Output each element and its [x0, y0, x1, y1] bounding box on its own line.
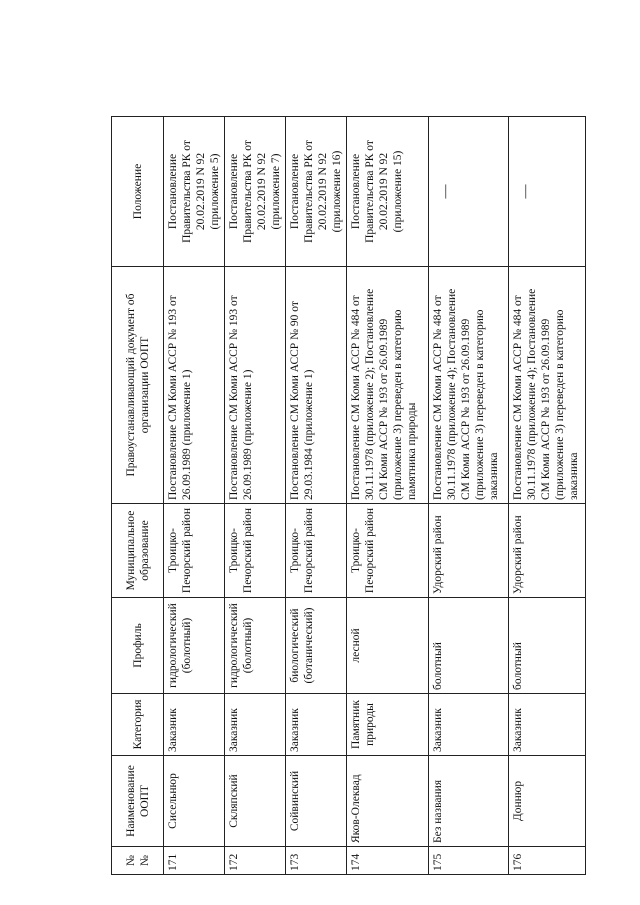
- cell-profile: биологический (ботанический): [286, 598, 347, 694]
- table-row: [225, 117, 286, 875]
- empty-dash: —: [518, 184, 533, 199]
- cell-municipality: Троицко-Печорский район: [225, 504, 286, 598]
- cell-num: 175: [429, 847, 509, 875]
- cell-name: Без названия: [429, 756, 509, 847]
- cell-regulation: Постановление Правительства РК от 20.02.2019 N 92 (приложение 5): [164, 117, 225, 267]
- cell-profile: гидрологический (болотный): [164, 598, 225, 694]
- cell-document: Постановление СМ Коми АССР № 484 от 30.11.1978 (приложение 4); Постановление СМ Коми АССР № 193 от 26.09.1989 (приложение 3) переведен в категорию заказника: [509, 267, 586, 504]
- cell-municipality: Удорский район: [509, 504, 586, 598]
- cell-name: Скляпский: [225, 756, 286, 847]
- cell-name: Доннюр: [509, 756, 586, 847]
- cell-name: Яков-Олеквад: [347, 756, 429, 847]
- table-row: [347, 117, 429, 875]
- table-row: [164, 117, 225, 875]
- empty-dash: —: [438, 184, 453, 199]
- cell-num: 171: [164, 847, 225, 875]
- cell-num: 172: [225, 847, 286, 875]
- cell-num: 173: [286, 847, 347, 875]
- table-row: [286, 117, 347, 875]
- cell-profile: лесной: [347, 598, 429, 694]
- cell-category: Заказник: [225, 694, 286, 756]
- cell-category: Памятник природы: [347, 694, 429, 756]
- cell-municipality: Троицко-Печорский район: [347, 504, 429, 598]
- cell-profile: гидрологический (болотный): [225, 598, 286, 694]
- header-document: Правоустанавливающий документ об организации ООПТ: [112, 267, 164, 504]
- cell-category: Заказник: [286, 694, 347, 756]
- cell-regulation: Постановление Правительства РК от 20.02.2019 N 92 (приложение 7): [225, 117, 286, 267]
- cell-regulation: Постановление Правительства РК от 20.02.2019 N 92 (приложение 15): [347, 117, 429, 267]
- header-municipality: Муниципальное образование: [112, 504, 164, 598]
- header-num: № №: [112, 847, 164, 875]
- cell-regulation: [509, 117, 586, 267]
- cell-regulation: Постановление Правительства РК от 20.02.2019 N 92 (приложение 16): [286, 117, 347, 267]
- cell-document: Постановление СМ Коми АССР № 193 от 26.09.1989 (приложение 1): [225, 267, 286, 504]
- table-row: [429, 117, 509, 875]
- cell-regulation: [429, 117, 509, 267]
- cell-document: Постановление СМ Коми АССР № 90 от 29.03.1984 (приложение 1): [286, 267, 347, 504]
- cell-name: Сойвинский: [286, 756, 347, 847]
- cell-document: Постановление СМ Коми АССР № 484 от 30.11.1978 (приложение 4); Постановление СМ Коми АССР № 193 от 26.09.1989 (приложение 3) переведен в категорию заказника: [429, 267, 509, 504]
- cell-document: Постановление СМ Коми АССР № 193 от 26.09.1989 (приложение 1): [164, 267, 225, 504]
- cell-profile: болотный: [509, 598, 586, 694]
- cell-category: Заказник: [509, 694, 586, 756]
- cell-document: Постановление СМ Коми АССР № 484 от 30.11.1978 (приложение 2); Постановление СМ Коми АССР № 193 от 26.09.1989 (приложение 3) переведен в категорию памятника природы: [347, 267, 429, 504]
- table-header-row: [112, 117, 164, 875]
- cell-profile: болотный: [429, 598, 509, 694]
- cell-municipality: Удорский район: [429, 504, 509, 598]
- protected-areas-table: [111, 116, 586, 875]
- header-regulation: Положение: [112, 117, 164, 267]
- header-category: Категория: [112, 694, 164, 756]
- cell-num: 174: [347, 847, 429, 875]
- cell-municipality: Троицко-Печорский район: [286, 504, 347, 598]
- header-profile: Профиль: [112, 598, 164, 694]
- cell-category: Заказник: [164, 694, 225, 756]
- cell-municipality: Троицко-Печорский район: [164, 504, 225, 598]
- cell-num: 176: [509, 847, 586, 875]
- cell-category: Заказник: [429, 694, 509, 756]
- cell-name: Сисельнюр: [164, 756, 225, 847]
- table-row: [509, 117, 586, 875]
- header-name: Наименование ООПТ: [112, 756, 164, 847]
